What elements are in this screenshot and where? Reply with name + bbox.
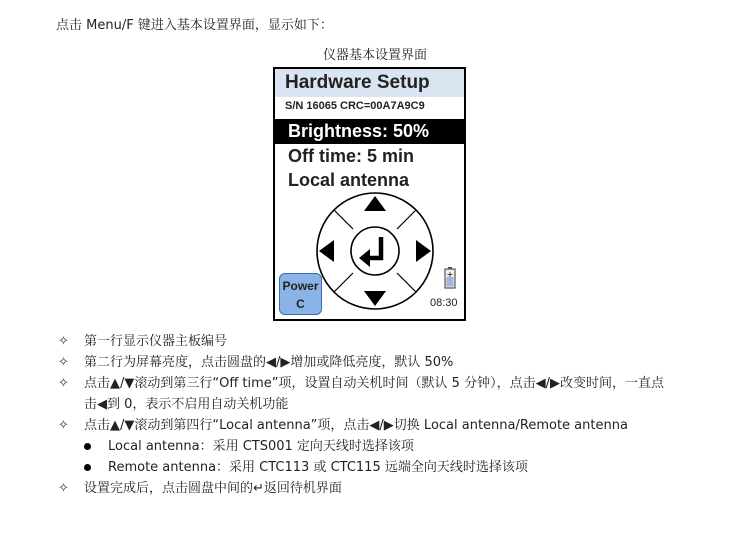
intro-text: 点击 Menu/F 键进入基本设置界面，显示如下： (56, 18, 333, 33)
note-item: ✧ 设置完成后，点击圆盘中间的↵返回待机界面 (58, 481, 342, 496)
figure-caption: 仪器基本设置界面 (322, 48, 427, 63)
note-item: ✧ 第二行为屏幕亮度，点击圆盘的◀/▶增加或降低亮度，默认 50% (58, 355, 454, 370)
menu-item-off-time[interactable]: Off time: 5 min (288, 146, 415, 166)
note-mark-icon: ✧ (58, 376, 69, 391)
bullet-item: Local antenna：采用 CTS001 定向天线时选择该项 (82, 435, 414, 454)
bullet-dot-icon (82, 439, 108, 454)
bullet-item: Remote antenna：采用 CTC113 或 CTC115 远端全向天线时选择该项 (82, 456, 528, 475)
note-mark-icon: ✧ (58, 418, 69, 433)
battery-icon (444, 267, 456, 289)
note-item-continued: 击◀到 0，表示不启用自动关机功能 (84, 397, 289, 412)
note-item: ✧ 点击▲/▼滚动到第三行“Off time”项，设置自动关机时间（默认 5 分钟），点击◀/▶改变时间，一直点 (58, 376, 664, 391)
screen-title: Hardware Setup (275, 69, 464, 97)
navigation-dial (315, 192, 435, 312)
device-screen (273, 67, 466, 321)
clock: 08:30 (430, 297, 458, 309)
menu-item-brightness[interactable]: Brightness: 50% (275, 119, 464, 144)
menu-item-local-antenna[interactable]: Local antenna (288, 170, 410, 190)
power-label: Power (282, 279, 319, 293)
note-item: ✧ 点击▲/▼滚动到第四行“Local antenna”项，点击◀/▶切换 Local antenna/Remote antenna (58, 418, 628, 433)
bullet-dot-icon (82, 460, 108, 475)
serial-crc-line: S/N 16065 CRC=00A7A9C9 (285, 100, 425, 112)
power-button[interactable] (279, 273, 322, 315)
power-subscript: C (296, 297, 305, 311)
note-mark-icon: ✧ (58, 481, 69, 496)
note-mark-icon: ✧ (58, 355, 69, 370)
note-item: ✧ 第一行显示仪器主板编号 (58, 334, 228, 349)
svg-text:+: + (446, 270, 454, 279)
note-mark-icon: ✧ (58, 334, 69, 349)
